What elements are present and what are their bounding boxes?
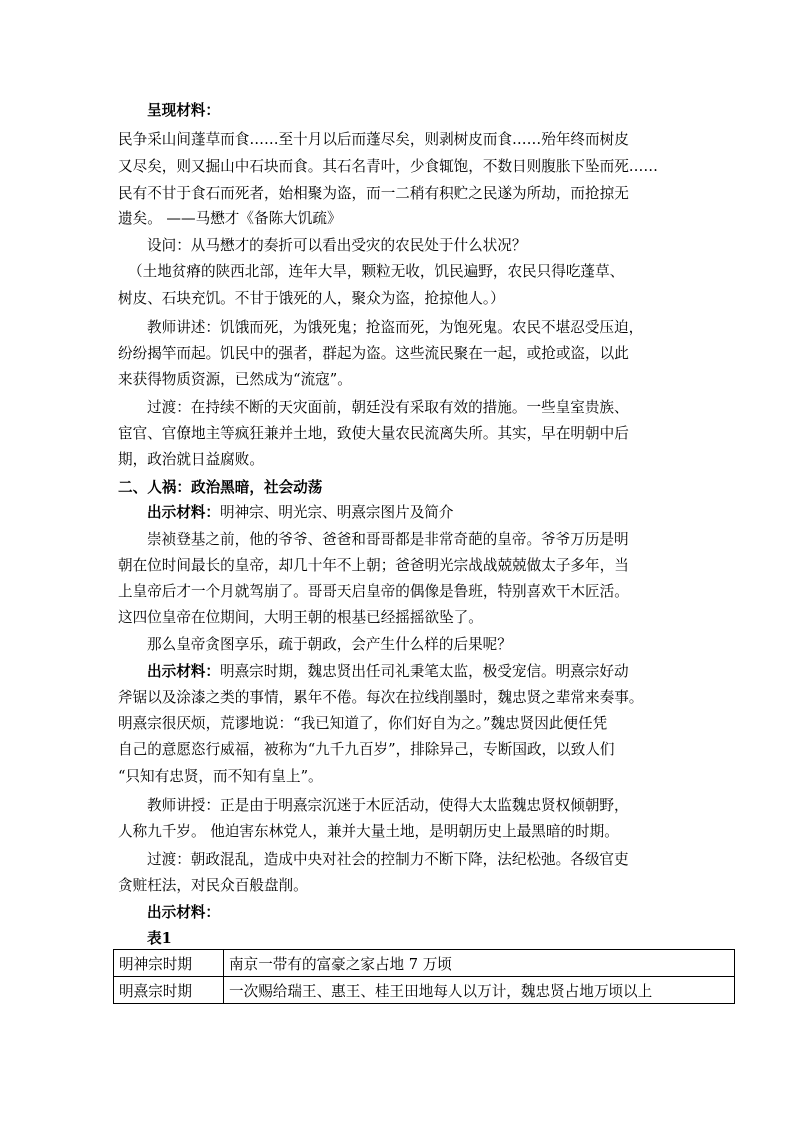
material-paragraph: “只知有忠贤，而不知有皇上”。 [118, 768, 323, 785]
teacher-lecture: 人称九千岁。 他迫害东林党人，兼并大量土地，是明朝历史上最黑暗的时期。 [118, 823, 619, 840]
emperors-paragraph: 崇祯登基之前，他的爷爷、爸爸和哥哥都是非常奇葩的皇帝。爷爷万历是明 [147, 531, 629, 548]
table-cell-detail: 一次赐给瑞王、惠王、桂王田地每人以万计，魏忠贤占地万顷以上 [224, 977, 735, 1004]
transition-text: 过渡：朝政混乱，造成中央对社会的控制力不断下降，法纪松弛。各级官吏 [147, 851, 629, 868]
question-line: 设问：从马懋才的奏折可以看出受灾的农民处于什么状况？ [147, 237, 527, 254]
quote-line: 民有不甘于食石而死者，始相聚为盗，而一二稍有积贮之民遂为所劫，而抢掠无 [118, 185, 629, 202]
show-material-line [147, 503, 454, 523]
table-cell-detail: 南京一带有的富豪之家占地 7 万顷 [224, 950, 735, 977]
emperors-paragraph: 上皇帝后才一个月就驾崩了。哥哥天启皇帝的偶像是鲁班，特别喜欢干木匠活。 [118, 583, 629, 600]
table-row [114, 977, 735, 1004]
quote-line-citation: 遗矣。 ——马懋才《备陈大饥疏》 [118, 210, 342, 227]
show-material-label: 出示材料： [147, 663, 220, 680]
emperors-paragraph: 这四位皇帝在位期间，大明王朝的根基已经摇摇欲坠了。 [118, 609, 483, 626]
show-material-label: 出示材料： [147, 504, 220, 521]
transition-text: 贪赃枉法，对民众百般盘削。 [118, 877, 308, 894]
table-row [114, 950, 735, 977]
transition-text: 期，政治就日益腐败。 [118, 451, 264, 468]
quote-line: 民争采山间蓬草而食……至十月以后而蓬尽矣，则剥树皮而食……殆年终而树皮 [118, 131, 629, 148]
teacher-narration: 教师讲述：饥饿而死，为饿死鬼；抢盗而死，为饱死鬼。农民不堪忍受压迫， [147, 319, 644, 336]
show-material-label: 出示材料： [147, 904, 220, 921]
section-heading: 二、人祸：政治黑暗，社会动荡 [118, 479, 323, 496]
quote-line: 又尽矣，则又掘山中石块而食。其石名青叶，少食辄饱，不数日则腹胀下坠而死…… [118, 158, 658, 175]
show-material-text: 明熹宗时期，魏忠贤出任司礼秉笔太监，极受宠信。明熹宗好动 [219, 663, 629, 680]
material-paragraph: 明熹宗很厌烦，荒谬地说：“我已知道了，你们好自为之。”魏忠贤因此便任凭 [118, 715, 608, 732]
show-material-text: 明神宗、明光宗、明熹宗图片及简介 [219, 504, 454, 521]
teacher-narration: 纷纷揭竿而起。饥民中的强者，群起为盗。这些流民聚在一起，或抢或盗，以此 [118, 345, 629, 362]
teacher-lecture: 教师讲授：正是由于明熹宗沉迷于木匠活动，使得大太监魏忠贤权倾朝野， [147, 797, 629, 814]
transition-text: 宦官、官僚地主等疯狂兼并土地，致使大量农民流离失所。其实，早在明朝中后 [118, 425, 629, 442]
show-material-line [147, 662, 629, 682]
transition-text: 过渡：在持续不断的天灾面前，朝廷没有采取有效的措施。一些皇室贵族、 [147, 399, 629, 416]
emperors-paragraph: 朝在位时间最长的皇帝，却几十年不上朝；爸爸明光宗战战兢兢做太子多年，当 [118, 557, 629, 574]
table-title: 表1 [147, 930, 172, 947]
question-2: 那么皇帝贪图享乐，疏于朝政，会产生什么样的后果呢？ [147, 636, 512, 653]
table-cell-period: 明神宗时期 [114, 950, 224, 977]
material-heading: 呈现材料： [147, 102, 220, 119]
material-paragraph: 自己的意愿恣行威福，被称为“九千九百岁”，排除异己，专断国政，以致人们 [118, 741, 615, 758]
answer-line: （土地贫瘠的陕西北部，连年大旱，颗粒无收，饥民遍野，农民只得吃蓬草、 [128, 263, 625, 280]
table-cell-period: 明熹宗时期 [114, 977, 224, 1004]
teacher-narration: 来获得物质资源，已然成为“流寇”。 [118, 371, 352, 388]
land-table [113, 949, 735, 1004]
answer-line: 树皮、石块充饥。不甘于饿死的人，聚众为盗，抢掠他人。） [118, 290, 505, 307]
material-paragraph: 斧锯以及涂漆之类的事情，累年不倦。每次在拉线削墨时，魏忠贤之辈常来奏事。 [118, 689, 644, 706]
